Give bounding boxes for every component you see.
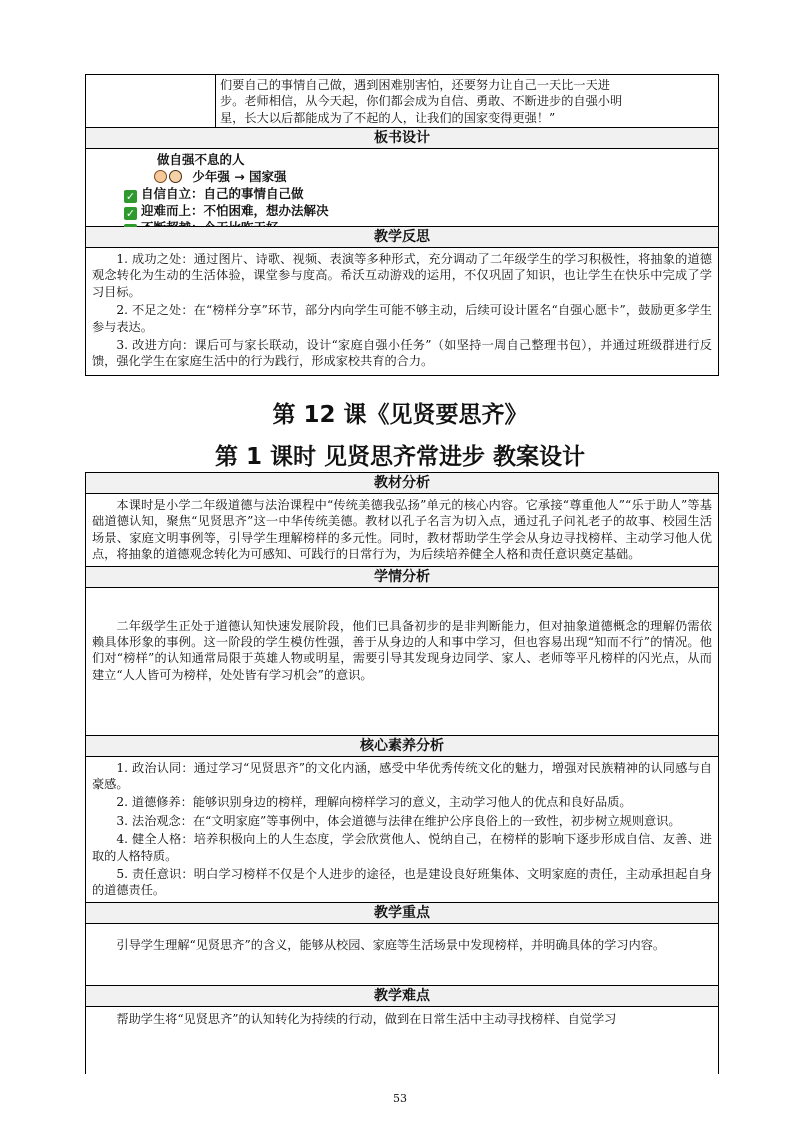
key-points-text: 引导学生理解“见贤思齐”的含义，能够从校园、家庭等生活场景中发现榜样，并明确具体的学习内容。 (116, 937, 666, 952)
literacy-para: 3. 法治观念：在“文明家庭”等事例中，体会道德与法律在维护公序良俗上的一致性，初步树立规则意识。 (116, 813, 681, 828)
left-cell (86, 75, 216, 127)
material-analysis-header: 教材分析 (86, 473, 718, 494)
difficult-points-content (86, 1007, 718, 1074)
continuation-line: 星，长大以后都能成为了不起的人，让我们的国家变得更强！” (220, 110, 556, 125)
continuation-text (216, 75, 718, 127)
continuation-line: 们要自己的事情自己做，遇到困难别害怕，还要努力让自己一天比一天进 (220, 78, 610, 92)
literacy-para: 2. 道德修养：能够识别身边的榜样，理解向榜样学习的意义，主动学习他人的优点和良好品质。 (116, 795, 632, 810)
board-design-content (86, 149, 718, 227)
board-title: 做自强不息的人 (157, 152, 245, 167)
difficult-points-header: 教学难点 (86, 986, 718, 1007)
continuation-line: 步。老师相信，从今天起，你们都会成为自信、勇敢、不断进步的自强小明 (220, 94, 623, 109)
board-item: ✓ 迎难而上：不怕困难，想办法解决 (125, 202, 329, 220)
page-number: 53 (393, 1092, 407, 1105)
check-icon: ✓ (125, 206, 136, 220)
core-literacy-header: 核心素养分析 (86, 736, 718, 757)
top-table (85, 74, 719, 376)
girl-face-icon (154, 170, 167, 183)
literacy-para: 1. 政治认同：通过学习“见贤思齐”的文化内涵，感受中华优秀传统文化的魅力，增强对民族精神的认同感与自豪感。 (92, 760, 712, 792)
boy-face-icon (169, 170, 182, 183)
literacy-para: 4. 健全人格：培养积极向上的人生态度，学会欣赏他人、悦纳自己，在榜样的影响下逐步形成自信、友善、进取的人格特质。 (92, 832, 712, 863)
lesson-table (85, 472, 719, 1074)
difficult-points-text: 帮助学生将“见贤思齐”的认知转化为持续的行动，做到在日常生活中主动寻找榜样、自觉学习 (116, 1011, 617, 1026)
board-flow: 少年强 → 国家强 (124, 169, 718, 186)
material-analysis-content (86, 494, 718, 567)
lesson-subtitle: 第 1 课时 见贤思齐常进步 教案设计 (214, 444, 586, 470)
reflection-para: 3. 改进方向：课后可与家长联动，设计“家庭自强小任务”（如坚持一周自己整理书包），并通过班级群进行反馈，强化学生在家庭生活中的行为践行，形成家校共育的合力。 (92, 338, 712, 369)
literacy-para: 5. 责任意识：明白学习榜样不仅是个人进步的途径，也是建设良好班集体、文明家庭的责任，主动承担起自身的道德责任。 (92, 867, 712, 898)
reflection-para: 2. 不足之处：在“榜样分享”环节，部分内向学生可能不够主动，后续可设计匿名“自强心愿卡”，鼓励更多学生参与表达。 (92, 303, 712, 334)
continuation-row (86, 75, 718, 128)
reflection-para: 1. 成功之处：通过图片、诗歌、视频、表演等多种形式，充分调动了二年级学生的学习积极性，将抽象的道德观念转化为生动的生活体验，课堂参与度高。希沃互动游戏的运用，不仅巩固了知识，也让学生在快乐中完成了学习目标。 (92, 252, 712, 299)
key-points-header: 教学重点 (86, 903, 718, 924)
student-analysis-text: 二年级学生正处于道德认知快速发展阶段，他们已具备初步的是非判断能力，但对抽象道德概念的理解仍需依赖具体形象的事例。这一阶段的学生模仿性强，善于从身边的人和事中学习，但也容易出现“知而不行”的情况。他们对“榜样”的认知通常局限于英雄人物或明星，需要引导其发现身边同学、家人、老师等平凡榜样的闪光点，从而建立“人人皆可为榜样，处处皆有学习机会”的意识。 (92, 618, 712, 682)
material-analysis-text: 本课时是小学二年级道德与法治课程中“传统美德我弘扬”单元的核心内容。它承接“尊重他人”“乐于助人”等基础道德认知，聚焦“见贤思齐”这一中华传统美德。教材以孔子名言为切入点，通过孔子问礼老子的故事、校园生活场景、家庭文明事例等，引导学生理解榜样的多元性。同时，教材帮助学生学会从身边寻找榜样、主动学习他人优点，将抽象的道德观念转化为可感知、可践行的日常行为，为后续培养健全人格和责任意识奠定基础。 (92, 498, 712, 562)
student-analysis-header: 学情分析 (86, 567, 718, 588)
board-design-header: 板书设计 (86, 128, 718, 149)
check-icon: ✓ (125, 189, 136, 203)
student-analysis-content (86, 588, 718, 736)
reflection-content (86, 248, 718, 375)
core-literacy-content (86, 757, 718, 903)
lesson-title: 第 12 课《见贤要思齐》 (272, 402, 528, 428)
board-item: ✓ 自信自立：自己的事情自己做 (125, 185, 304, 203)
key-points-content (86, 924, 718, 986)
reflection-header: 教学反思 (86, 227, 718, 248)
